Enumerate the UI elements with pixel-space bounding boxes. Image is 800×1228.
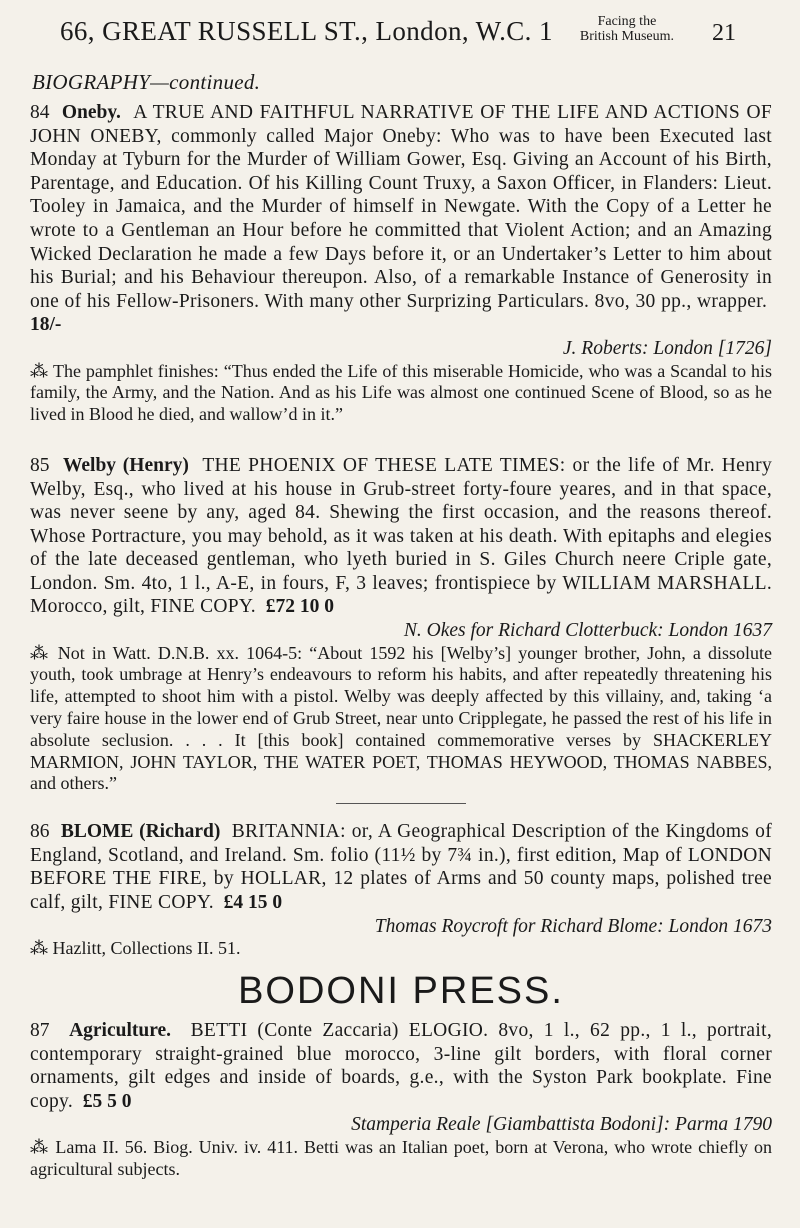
section-divider <box>336 803 466 804</box>
catalogue-entry <box>30 1019 772 1181</box>
shop-address: 66, GREAT RUSSELL ST., London, W.C. 1 <box>60 16 553 46</box>
facing-line-2: British Museum. <box>579 29 674 44</box>
entry-heading: Agriculture. <box>69 1020 172 1042</box>
entry-imprint: J. Roberts: London [1726] <box>562 337 772 359</box>
entry-text: A TRUE AND FAITHFUL NARRATIVE OF THE LIFE AND ACTIONS OF JOHN ONEBY, commonly called Major Oneby: Who was to have been Executed last Monday at Tyburn for the Murder of William Gower, Esq. Giving an Account of his Birth, Parentage, and Education. Of his Killing Count Truxy, a Saxon Officer, in Flanders: Lieut. Tooley in Jamaica, and the Murder of himself in Newgate. With the Copy of a Letter he wrote to a Gentleman an Hour before he committed that Violent Action; and an Amazing Wicked Declaration he made a few Days before it, or an Undertaker’s Letter to him about his Burial; and his Behaviour thereupon. Also, of a remarkable Instance of Generosity in one of his Fellow-Prisoners. With many other Surprizing Particulars. 8vo, 30 pp., wrapper. <box>30 102 772 312</box>
entry-imprint: N. Okes for Richard Clotterbuck: London 1637 <box>403 620 772 642</box>
entry-note: ⁂ The pamphlet finishes: “Thus ended the Life of this miserable Homicide, who was a Scandal to his family, the Army, and the Nation. And as his Life was almost one continued Scene of Blood, so as he lived in Blood he died, and wallow’d in it.” <box>30 360 772 425</box>
entry-description <box>30 454 772 619</box>
entry-price: £5 5 0 <box>82 1090 132 1112</box>
catalogue-entry <box>30 820 772 960</box>
facing-line-1: Facing the <box>597 14 657 29</box>
page-header <box>30 10 772 66</box>
spacer <box>30 426 772 454</box>
entry-number: 86 <box>30 821 50 843</box>
catalogue-entry <box>30 101 772 426</box>
entry-heading: Oneby. <box>61 102 121 123</box>
entry-number: 85 <box>30 454 50 476</box>
page-number: 21 <box>712 20 736 46</box>
entry-text: BRITANNIA: or, A Geographical Description of the Kingdoms of England, Scotland, and Ireland. Sm. folio (11½ by 7¾ in.), first edition, Map of LONDON BEFORE THE FIRE, by HOLLAR, 12 plates of Arms and 50 county maps, polished tree calf, gilt, FINE COPY. <box>30 821 772 914</box>
facing-note <box>580 14 674 44</box>
entry-price: £4 15 0 <box>223 892 283 914</box>
entry-heading: Welby (Henry) <box>62 454 189 476</box>
section-heading: BIOGRAPHY—continued. <box>32 70 261 94</box>
entry-heading: BLOME (Richard) <box>60 821 221 843</box>
entry-imprint: Thomas Roycroft for Richard Blome: London 1673 <box>374 915 772 937</box>
entry-description <box>30 1019 772 1113</box>
bodoni-press-heading: BODONI PRESS. <box>238 970 564 1013</box>
entry-text: BETTI (Conte Zaccaria) ELOGIO. 8vo, 1 l., 62 pp., 1 l., portrait, contemporary straight-grained blue morocco, 3-line gilt borders, with floral corner ornaments, gilt edges and inside of boards, g.e., with the Syston Park bookplate. Fine copy. <box>30 1020 773 1112</box>
entry-number: 87 <box>30 1020 50 1042</box>
entry-note: ⁂ Hazlitt, Collections II. 51. <box>30 938 241 959</box>
entry-text: THE PHOENIX OF THESE LATE TIMES: or the life of Mr. Henry Welby, Esq., who lived at his house in Grub-street forty-foure yeares, and in that space, was never seene by any, aged 84. Shewing the first occasion, and the reasons thereof. Whose Portracture, you may behold, as it was taken at his death. With epitaphs and elegies of the late deceased gentleman, who lyeth buried in S. Giles Church neere Criple gate, London. Sm. 4to, 1 l., A-E, in fours, F, 3 leaves; frontispiece by WILLIAM MARSHALL. Morocco, gilt, FINE COPY. <box>30 454 773 618</box>
entry-note: ⁂ Not in Watt. D.N.B. xx. 1064-5: “About 1592 his [Welby’s] younger brother, John, a dissolute youth, took umbrage at Henry’s endeavours to reform his habits, and after repeatedly threatening his life, attempted to shoot him with a pistol. Welby was deeply affected by this villainy, and, taking ‘a very faire house in the lower end of Grub Street, near unto Cripplegate, he passed the rest of his life in absolute seclusion. . . . It [this book] contained commemorative verses by SHACKERLEY MARMION, JOHN TAYLOR, THE WATER POET, THOMAS HEYWOOD, THOMAS NABBES, and others.” <box>30 642 772 794</box>
entry-note: ⁂ Lama II. 56. Biog. Univ. iv. 411. Betti was an Italian poet, born at Verona, who wrote chiefly on agricultural subjects. <box>30 1136 772 1179</box>
entry-price: 18/- <box>30 314 62 336</box>
entry-description <box>30 820 772 914</box>
entry-description <box>30 101 772 337</box>
entry-price: £72 10 0 <box>265 596 334 618</box>
entry-number: 84 <box>30 102 50 123</box>
catalogue-entry <box>30 454 772 795</box>
entry-imprint: Stamperia Reale [Giambattista Bodoni]: Parma 1790 <box>351 1114 772 1136</box>
